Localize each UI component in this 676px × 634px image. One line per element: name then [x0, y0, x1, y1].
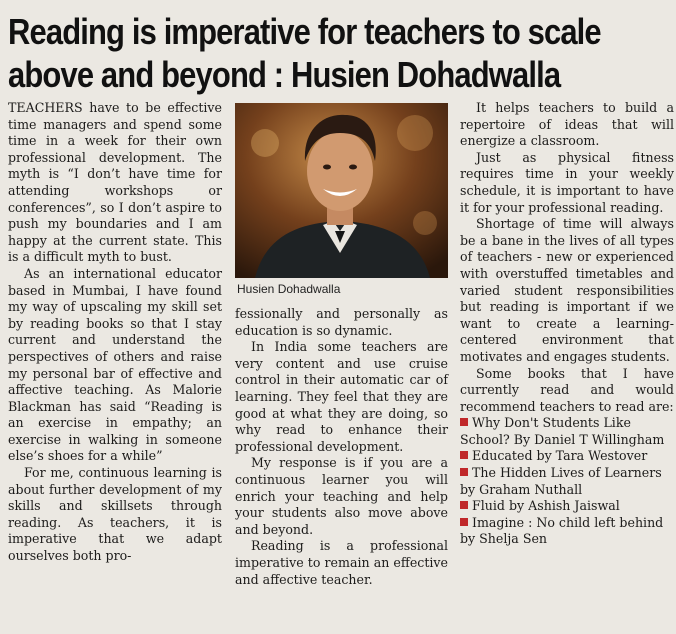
headline-line-1: Reading is imperative for teachers to scale — [8, 11, 601, 52]
paragraph: For me, continuous learning is about further development of my skills and skillsets through reading. As teachers, it is imperative that we adapt ourselves both pro- — [8, 465, 222, 564]
book-title: The Hidden Lives of Learners by Graham Nuthall — [460, 465, 662, 497]
portrait-illustration — [235, 103, 448, 278]
square-bullet-icon — [460, 451, 468, 459]
list-item — [460, 448, 674, 465]
book-title: Imagine : No child left behind by Shelja Sen — [460, 514, 664, 547]
book-title: Educated by Tara Westover — [472, 448, 648, 464]
book-title: Why Don't Students Like School? By Daniel T Willingham — [460, 415, 665, 447]
paragraph: In India some teachers are very content and use cruise control in their automatic car of learning. They feel that they are good at what they are doing, so why read to enhance their professional development. — [235, 339, 448, 454]
paragraph: Some books that I have currently read and would recommend teachers to read are: — [460, 365, 674, 414]
list-item — [460, 515, 674, 548]
column-2 — [235, 306, 448, 588]
book-list — [460, 415, 674, 548]
paragraph: fessionally and personally as education is so dynamic. — [235, 306, 448, 338]
square-bullet-icon — [460, 468, 468, 476]
column-1 — [8, 100, 222, 565]
book-title: Fluid by Ashish Jaiswal — [472, 498, 620, 514]
square-bullet-icon — [460, 518, 468, 526]
list-item — [460, 415, 674, 448]
list-item — [460, 498, 674, 515]
paragraph: My response is if you are a continuous learner you will enrich your teaching and help your students also move above and beyond. — [235, 455, 448, 537]
paragraph: Shortage of time will always be a bane in the lives of all types of teachers - new or experienced with overstuffed timetables and varied student responsibilities but reading is important if we want to create a learning-centered environment that motivates and engages students. — [460, 216, 674, 364]
paragraph: As an international educator based in Mumbai, I have found my way of upscaling my skill set by reading books so that I stay current and understand the perspectives of others and raise my personal bar of effective and affective teaching. As Malorie Blackman has said “Reading is an exercise in empathy; an exercise in walking in someone else’s shoes for a while” — [8, 265, 222, 464]
square-bullet-icon — [460, 501, 468, 509]
column-3 — [460, 100, 674, 548]
previous-article-strip — [0, 0, 676, 8]
headline-line-2: above and beyond : Husien Dohadwalla — [8, 54, 561, 95]
headline — [8, 10, 601, 96]
paragraph: It helps teachers to build a repertoire of ideas that will energize a classroom. — [460, 100, 674, 149]
photo-caption: Husien Dohadwalla — [237, 282, 341, 296]
list-item — [460, 465, 674, 498]
paragraph: Just as physical fitness requires time in your weekly schedule, it is important to have it for your professional reading. — [460, 149, 674, 215]
paragraph: Reading is a professional imperative to remain an effective and affective teacher. — [235, 538, 448, 587]
author-photo — [235, 103, 448, 278]
paragraph: TEACHERS have to be effective time managers and spend some time in a week for their own professional development. The myth is “I don’t have time for attending workshops or conferences”, so I don’t aspire to push my boundaries and I am happy at the current state. This is a difficult myth to bust. — [8, 100, 222, 265]
square-bullet-icon — [460, 418, 468, 426]
